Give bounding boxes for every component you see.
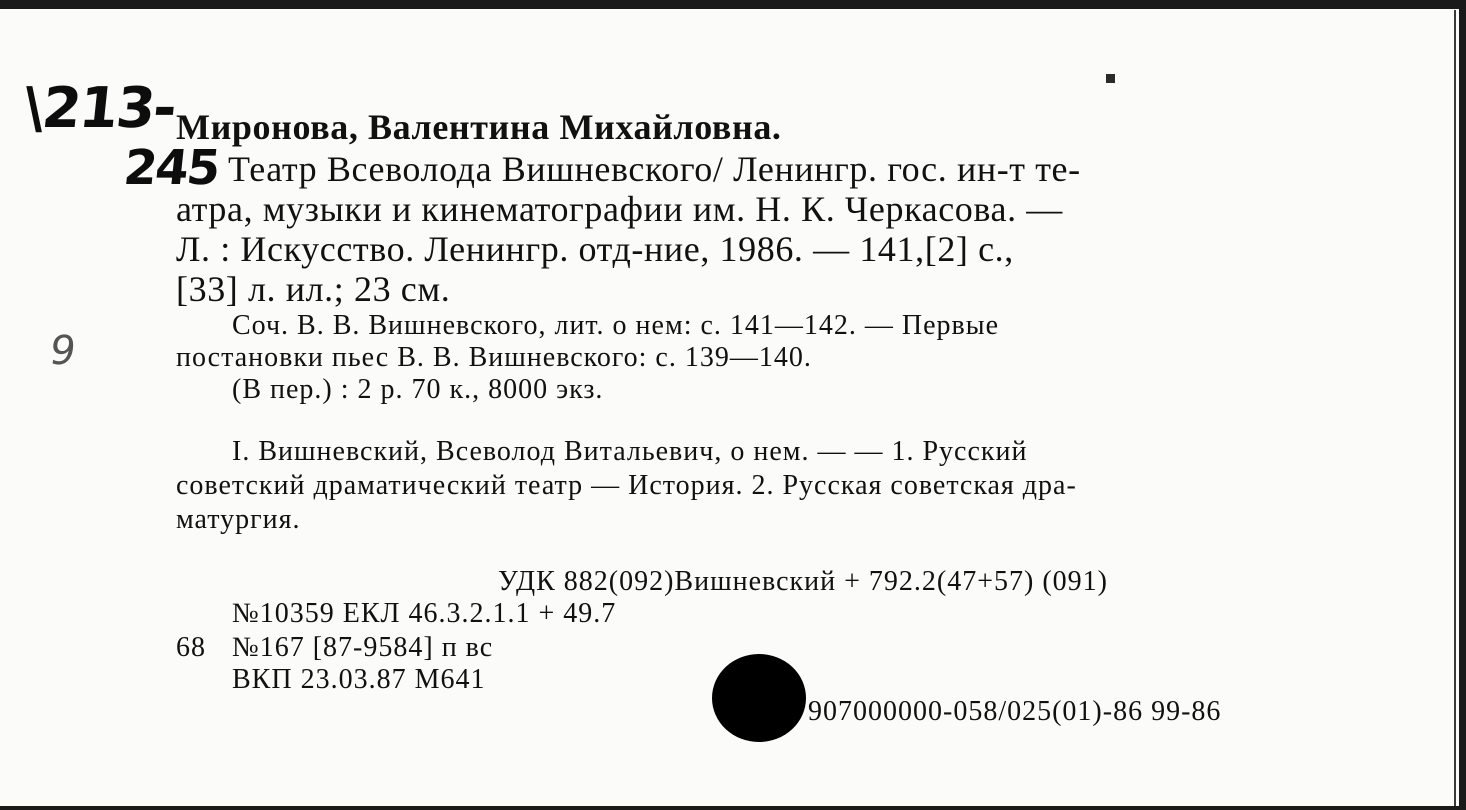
handwritten-subnumber: 245	[121, 140, 222, 196]
ink-dot	[1106, 74, 1115, 83]
udc-line: УДК 882(092)Вишневский + 792.2(47+57) (091)	[498, 566, 1108, 597]
price-line: (В пер.) : 2 р. 70 к., 8000 экз.	[232, 374, 604, 405]
note-line-1: Соч. В. В. Вишневского, лит. о нем: с. 141—142. — Первые	[232, 310, 1000, 341]
title-line-2: атра, музыки и кинематографии им. Н. К. Черкасова. —	[176, 189, 1063, 229]
title-line-1: Театр Всеволода Вишневского/ Ленингр. гос. ин-т те-	[228, 149, 1081, 189]
card-right-inner-line	[1454, 10, 1456, 810]
card-right-border	[1459, 0, 1466, 810]
card-number: 68	[176, 632, 206, 663]
subject-line-2: советский драматический театр — История. 2. Русская советская дра-	[176, 470, 1077, 501]
subject-line-1: I. Вишневский, Всеволод Витальевич, о нем. — — 1. Русский	[232, 436, 1028, 467]
handwritten-shelfmark: \213-	[20, 76, 179, 141]
subject-line-3: матургия.	[176, 504, 301, 535]
note-line-2: постановки пьес В. В. Вишневского: с. 139—140.	[176, 342, 812, 373]
vkp-line: ВКП 23.03.87 М641	[232, 664, 486, 695]
publisher-code-line: 907000000-058/025(01)-86 99-86	[808, 696, 1222, 727]
card-top-border	[0, 0, 1466, 9]
author-heading: Миронова, Валентина Михайловна.	[176, 107, 782, 147]
ink-blot	[712, 654, 806, 742]
order-line: №167 [87-9584] п вс	[232, 632, 494, 663]
ekl-line: №10359 ЕКЛ 46.3.2.1.1 + 49.7	[232, 598, 617, 629]
card-bottom-border	[0, 806, 1466, 810]
title-line-3: Л. : Искусство. Ленингр. отд-ние, 1986. — 141,[2] с.,	[176, 229, 1014, 269]
title-line-4: [33] л. ил.; 23 см.	[176, 269, 451, 309]
handwritten-mark: 9	[46, 328, 79, 374]
